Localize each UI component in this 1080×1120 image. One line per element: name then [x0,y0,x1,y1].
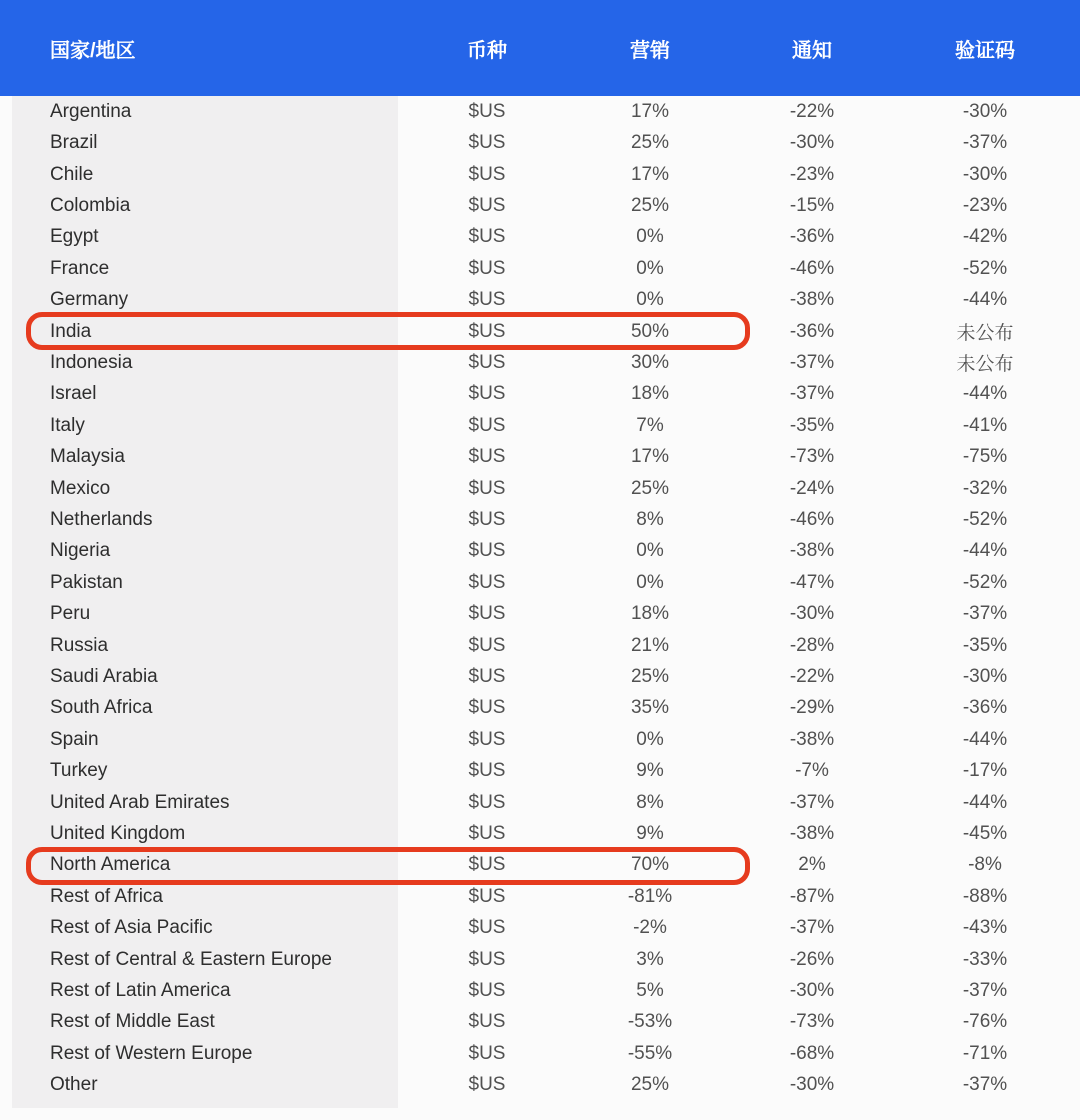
cell-marketing: 5% [636,980,664,1002]
table-row [0,253,1080,284]
cell-notification: -37% [789,917,835,939]
cell-currency: $US [468,320,506,342]
table-row [0,473,1080,504]
cell-notification: -30% [789,132,835,154]
cell-notification: -7% [795,760,829,782]
cell-notification: -46% [789,257,835,279]
cell-notification: -68% [789,1042,835,1064]
cell-marketing: 21% [630,634,670,656]
cell-marketing: 17% [630,163,670,185]
cell-currency: $US [468,917,506,939]
cell-verification: -42% [962,226,1008,248]
cell-notification: -87% [789,885,835,907]
cell-country: Malaysia [50,446,125,468]
cell-currency: $US [468,194,506,216]
cell-verification: -71% [962,1042,1008,1064]
cell-marketing: 0% [636,540,664,562]
table-body [0,96,1080,1108]
cell-country: Egypt [50,226,99,248]
cell-verification: -8% [968,854,1002,876]
cell-notification: -29% [789,697,835,719]
cell-verification: -44% [962,289,1008,311]
cell-verification: 未公布 [956,354,1014,376]
cell-country: Rest of Middle East [50,1011,215,1033]
cell-notification: -38% [789,540,835,562]
cell-verification: -43% [962,917,1008,939]
cell-country: Rest of Asia Pacific [50,917,213,939]
cell-verification: -36% [962,697,1008,719]
cell-marketing: 35% [630,697,670,719]
col-header-verification: 验证码 [955,39,1015,62]
cell-marketing: 8% [636,508,664,530]
cell-verification: -30% [962,163,1008,185]
cell-notification: -38% [789,823,835,845]
cell-verification: 未公布 [956,323,1014,345]
cell-currency: $US [468,289,506,311]
cell-currency: $US [468,948,506,970]
cell-notification: -37% [789,791,835,813]
table-row [0,441,1080,472]
cell-currency: $US [468,791,506,813]
table-row [0,159,1080,190]
cell-verification: -52% [962,508,1008,530]
cell-country: Rest of Latin America [50,980,231,1002]
col-header-currency: 币种 [467,39,507,62]
table-row [0,284,1080,315]
cell-country: United Arab Emirates [50,791,230,813]
cell-notification: -28% [789,634,835,656]
cell-marketing: 25% [630,477,670,499]
cell-notification: -37% [789,351,835,373]
cell-notification: -73% [789,446,835,468]
cell-marketing: -55% [627,1042,673,1064]
cell-verification: -44% [962,791,1008,813]
cell-verification: -23% [962,194,1008,216]
cell-marketing: 0% [636,728,664,750]
cell-currency: $US [468,885,506,907]
cell-currency: $US [468,226,506,248]
table-row [0,1070,1080,1101]
cell-marketing: 25% [630,666,670,688]
cell-country: Brazil [50,132,98,154]
cell-verification: -41% [962,414,1008,436]
cell-marketing: 3% [636,948,664,970]
cell-currency: $US [468,760,506,782]
cell-notification: -15% [789,194,835,216]
cell-marketing: 17% [630,446,670,468]
cell-verification: -37% [962,603,1008,625]
table-row [0,379,1080,410]
cell-currency: $US [468,1011,506,1033]
col-header-marketing: 营销 [630,39,670,62]
cell-currency: $US [468,823,506,845]
cell-marketing: 9% [636,823,664,845]
cell-country: Other [50,1074,98,1096]
cell-country: United Kingdom [50,823,186,845]
cell-marketing: -53% [627,1011,673,1033]
table-row [0,347,1080,378]
cell-currency: $US [468,163,506,185]
table-row [0,630,1080,661]
cell-country: Colombia [50,194,131,216]
cell-currency: $US [468,446,506,468]
cell-verification: -44% [962,383,1008,405]
col-header-country: 国家/地区 [50,39,136,62]
cell-notification: -46% [789,508,835,530]
cell-verification: -37% [962,1074,1008,1096]
table-row [0,693,1080,724]
cell-country: Russia [50,634,109,656]
cell-country: Spain [50,728,99,750]
cell-country: Rest of Africa [50,885,163,907]
cell-currency: $US [468,477,506,499]
cell-marketing: 0% [636,257,664,279]
table-row [0,913,1080,944]
cell-verification: -88% [962,885,1008,907]
cell-marketing: 25% [630,132,670,154]
cell-notification: -38% [789,289,835,311]
cell-verification: -44% [962,728,1008,750]
cell-marketing: 30% [630,351,670,373]
cell-verification: -17% [962,760,1008,782]
cell-notification: -30% [789,1074,835,1096]
table-row [0,756,1080,787]
cell-country: South Africa [50,697,153,719]
cell-country: Mexico [50,477,111,499]
table-row [0,975,1080,1006]
table-row [0,944,1080,975]
table-row [0,410,1080,441]
table-row [0,1007,1080,1038]
cell-verification: -30% [962,100,1008,122]
cell-country: Rest of Western Europe [50,1042,253,1064]
cell-country: North America [50,854,171,876]
cell-notification: -73% [789,1011,835,1033]
cell-country: Israel [50,383,97,405]
cell-verification: -35% [962,634,1008,656]
cell-marketing: 17% [630,100,670,122]
table-header [0,0,1080,96]
cell-notification: -30% [789,603,835,625]
cell-currency: $US [468,697,506,719]
table-row [0,724,1080,755]
cell-marketing: -2% [633,917,667,939]
cell-country: France [50,257,110,279]
cell-verification: -76% [962,1011,1008,1033]
cell-notification: -24% [789,477,835,499]
cell-country: Rest of Central & Eastern Europe [50,948,332,970]
cell-country: Argentina [50,100,132,122]
cell-marketing: 25% [630,194,670,216]
cell-currency: $US [468,508,506,530]
cell-country: Italy [50,414,85,436]
table-row [0,190,1080,221]
cell-marketing: 7% [636,414,664,436]
cell-country: Netherlands [50,508,153,530]
table-row [0,504,1080,535]
col-header-notification: 通知 [792,39,832,62]
table-row [0,850,1080,881]
cell-marketing: 70% [630,854,670,876]
cell-notification: 2% [798,854,826,876]
table-row [0,127,1080,158]
cell-country: Germany [50,289,129,311]
cell-marketing: 18% [630,603,670,625]
cell-currency: $US [468,257,506,279]
cell-currency: $US [468,540,506,562]
table-row [0,881,1080,912]
cell-verification: -45% [962,823,1008,845]
cell-country: India [50,320,92,342]
table-row [0,222,1080,253]
cell-currency: $US [468,666,506,688]
cell-currency: $US [468,414,506,436]
table-row [0,567,1080,598]
cell-currency: $US [468,603,506,625]
cell-currency: $US [468,132,506,154]
cell-notification: -35% [789,414,835,436]
cell-notification: -37% [789,383,835,405]
cell-currency: $US [468,634,506,656]
table-rows [0,96,1080,1101]
cell-verification: -44% [962,540,1008,562]
cell-notification: -38% [789,728,835,750]
cell-marketing: 50% [630,320,670,342]
cell-notification: -26% [789,948,835,970]
cell-country: Peru [50,603,91,625]
cell-notification: -30% [789,980,835,1002]
cell-currency: $US [468,1074,506,1096]
cell-verification: -52% [962,571,1008,593]
cell-country: Saudi Arabia [50,666,158,688]
cell-verification: -75% [962,446,1008,468]
cell-marketing: 25% [630,1074,670,1096]
cell-currency: $US [468,571,506,593]
cell-currency: $US [468,1042,506,1064]
cell-marketing: 0% [636,571,664,593]
cell-marketing: 0% [636,226,664,248]
table-row [0,661,1080,692]
table-row [0,787,1080,818]
cell-currency: $US [468,383,506,405]
table-row [0,96,1080,127]
table-row [0,599,1080,630]
cell-verification: -37% [962,132,1008,154]
cell-country: Chile [50,163,94,185]
cell-notification: -22% [789,100,835,122]
cell-notification: -23% [789,163,835,185]
cell-marketing: -81% [627,885,673,907]
cell-currency: $US [468,854,506,876]
cell-country: Pakistan [50,571,123,593]
cell-verification: -30% [962,666,1008,688]
table-row [0,1038,1080,1069]
table-row [0,316,1080,347]
cell-currency: $US [468,351,506,373]
cell-currency: $US [468,728,506,750]
cell-verification: -52% [962,257,1008,279]
cell-currency: $US [468,100,506,122]
cell-country: Turkey [50,760,108,782]
cell-notification: -36% [789,320,835,342]
cell-country: Indonesia [50,351,133,373]
cell-notification: -47% [789,571,835,593]
cell-currency: $US [468,980,506,1002]
table-row [0,536,1080,567]
cell-country: Nigeria [50,540,111,562]
cell-verification: -32% [962,477,1008,499]
cell-marketing: 8% [636,791,664,813]
cell-notification: -36% [789,226,835,248]
cell-marketing: 18% [630,383,670,405]
cell-notification: -22% [789,666,835,688]
cell-marketing: 9% [636,760,664,782]
cell-verification: -37% [962,980,1008,1002]
cell-marketing: 0% [636,289,664,311]
cell-verification: -33% [962,948,1008,970]
table-row [0,818,1080,849]
